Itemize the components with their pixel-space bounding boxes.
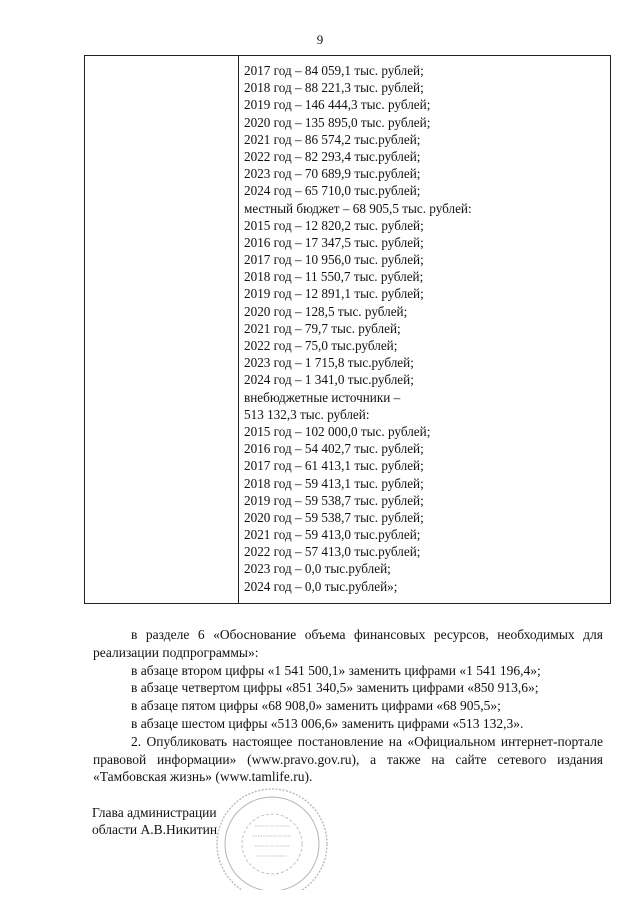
table-line: 2016 год – 54 402,7 тыс. рублей; bbox=[244, 441, 424, 457]
table-line: 2021 год – 86 574,2 тыс.рублей; bbox=[244, 131, 421, 147]
signature-position: Глава администрации bbox=[92, 805, 217, 820]
abzac5-paragraph: в абзаце пятом цифры «68 908,0» заменить цифрами «68 905,5»; bbox=[131, 698, 501, 714]
table-line: 2020 год – 135 895,0 тыс. рублей; bbox=[244, 114, 431, 130]
table-line: 2023 год – 1 715,8 тыс.рублей; bbox=[244, 355, 414, 371]
table-left-cell bbox=[85, 56, 239, 603]
table-line: 2020 год – 128,5 тыс. рублей; bbox=[244, 303, 408, 319]
abzac2-paragraph: в абзаце втором цифры «1 541 500,1» заменить цифрами «1 541 196,4»; bbox=[131, 662, 541, 678]
section6-paragraph: в разделе 6 «Обоснование объема финансовых ресурсов, необходимых для реализации подпрограммы»: bbox=[93, 627, 603, 660]
table-line: 2021 год – 59 413,0 тыс.рублей; bbox=[244, 527, 421, 543]
abzac4-paragraph: в абзаце четвертом цифры «851 340,5» заменить цифрами «850 913,6»; bbox=[131, 680, 539, 696]
table-line: 2019 год – 59 538,7 тыс. рублей; bbox=[244, 492, 424, 508]
table-line: местный бюджет – 68 905,5 тыс. рублей: bbox=[244, 200, 472, 216]
item2-paragraph: 2. Опубликовать настоящее постановление на «Официальном интернет-портале правовой информации» (www.pravo.gov.ru), а также на сайте сетевого издания «Тамбовская жизнь» (www.tamlife.ru). bbox=[93, 733, 603, 785]
table-line: 2017 год – 61 413,1 тыс. рублей; bbox=[244, 458, 424, 474]
official-seal bbox=[211, 786, 333, 895]
table-line: 2020 год – 59 538,7 тыс. рублей; bbox=[244, 509, 424, 525]
amendments-block bbox=[93, 626, 603, 786]
financing-table bbox=[84, 55, 611, 604]
table-line: 2018 год – 88 221,3 тыс. рублей; bbox=[244, 80, 424, 96]
table-line: 2015 год – 12 820,2 тыс. рублей; bbox=[244, 217, 424, 233]
page-number: 9 bbox=[316, 32, 324, 47]
table-line: 2022 год – 57 413,0 тыс.рублей; bbox=[244, 544, 421, 560]
table-line: 2024 год – 1 341,0 тыс.рублей; bbox=[244, 372, 414, 388]
table-right-cell bbox=[244, 62, 604, 595]
table-line: 2018 год – 59 413,1 тыс. рублей; bbox=[244, 475, 424, 491]
table-line: 513 132,3 тыс. рублей: bbox=[244, 406, 370, 422]
table-line: 2024 год – 0,0 тыс.рублей»; bbox=[244, 578, 398, 594]
table-line: 2018 год – 11 550,7 тыс. рублей; bbox=[244, 269, 424, 285]
table-line: 2021 год – 79,7 тыс. рублей; bbox=[244, 320, 401, 336]
signature-name: области А.В.Никитин bbox=[92, 822, 218, 837]
table-line: 2019 год – 12 891,1 тыс. рублей; bbox=[244, 286, 424, 302]
table-line: 2017 год – 10 956,0 тыс. рублей; bbox=[244, 252, 424, 268]
abzac6-paragraph: в абзаце шестом цифры «513 006,6» заменить цифрами «513 132,3». bbox=[131, 715, 524, 731]
table-line: 2017 год – 84 059,1 тыс. рублей; bbox=[244, 63, 424, 78]
table-line: 2022 год – 82 293,4 тыс.рублей; bbox=[244, 148, 421, 164]
table-line: 2022 год – 75,0 тыс.рублей; bbox=[244, 338, 398, 353]
table-line: 2015 год – 102 000,0 тыс. рублей; bbox=[244, 423, 431, 439]
signature-block bbox=[92, 804, 217, 838]
table-line: 2019 год – 146 444,3 тыс. рублей; bbox=[244, 97, 431, 113]
table-line: 2024 год – 65 710,0 тыс.рублей; bbox=[244, 183, 421, 199]
table-line: 2023 год – 0,0 тыс.рублей; bbox=[244, 561, 391, 577]
seal-graphic bbox=[211, 786, 333, 890]
table-line: 2016 год – 17 347,5 тыс. рублей; bbox=[244, 234, 424, 250]
table-line: внебюджетные источники – bbox=[244, 389, 401, 405]
table-line: 2023 год – 70 689,9 тыс.рублей; bbox=[244, 166, 421, 182]
